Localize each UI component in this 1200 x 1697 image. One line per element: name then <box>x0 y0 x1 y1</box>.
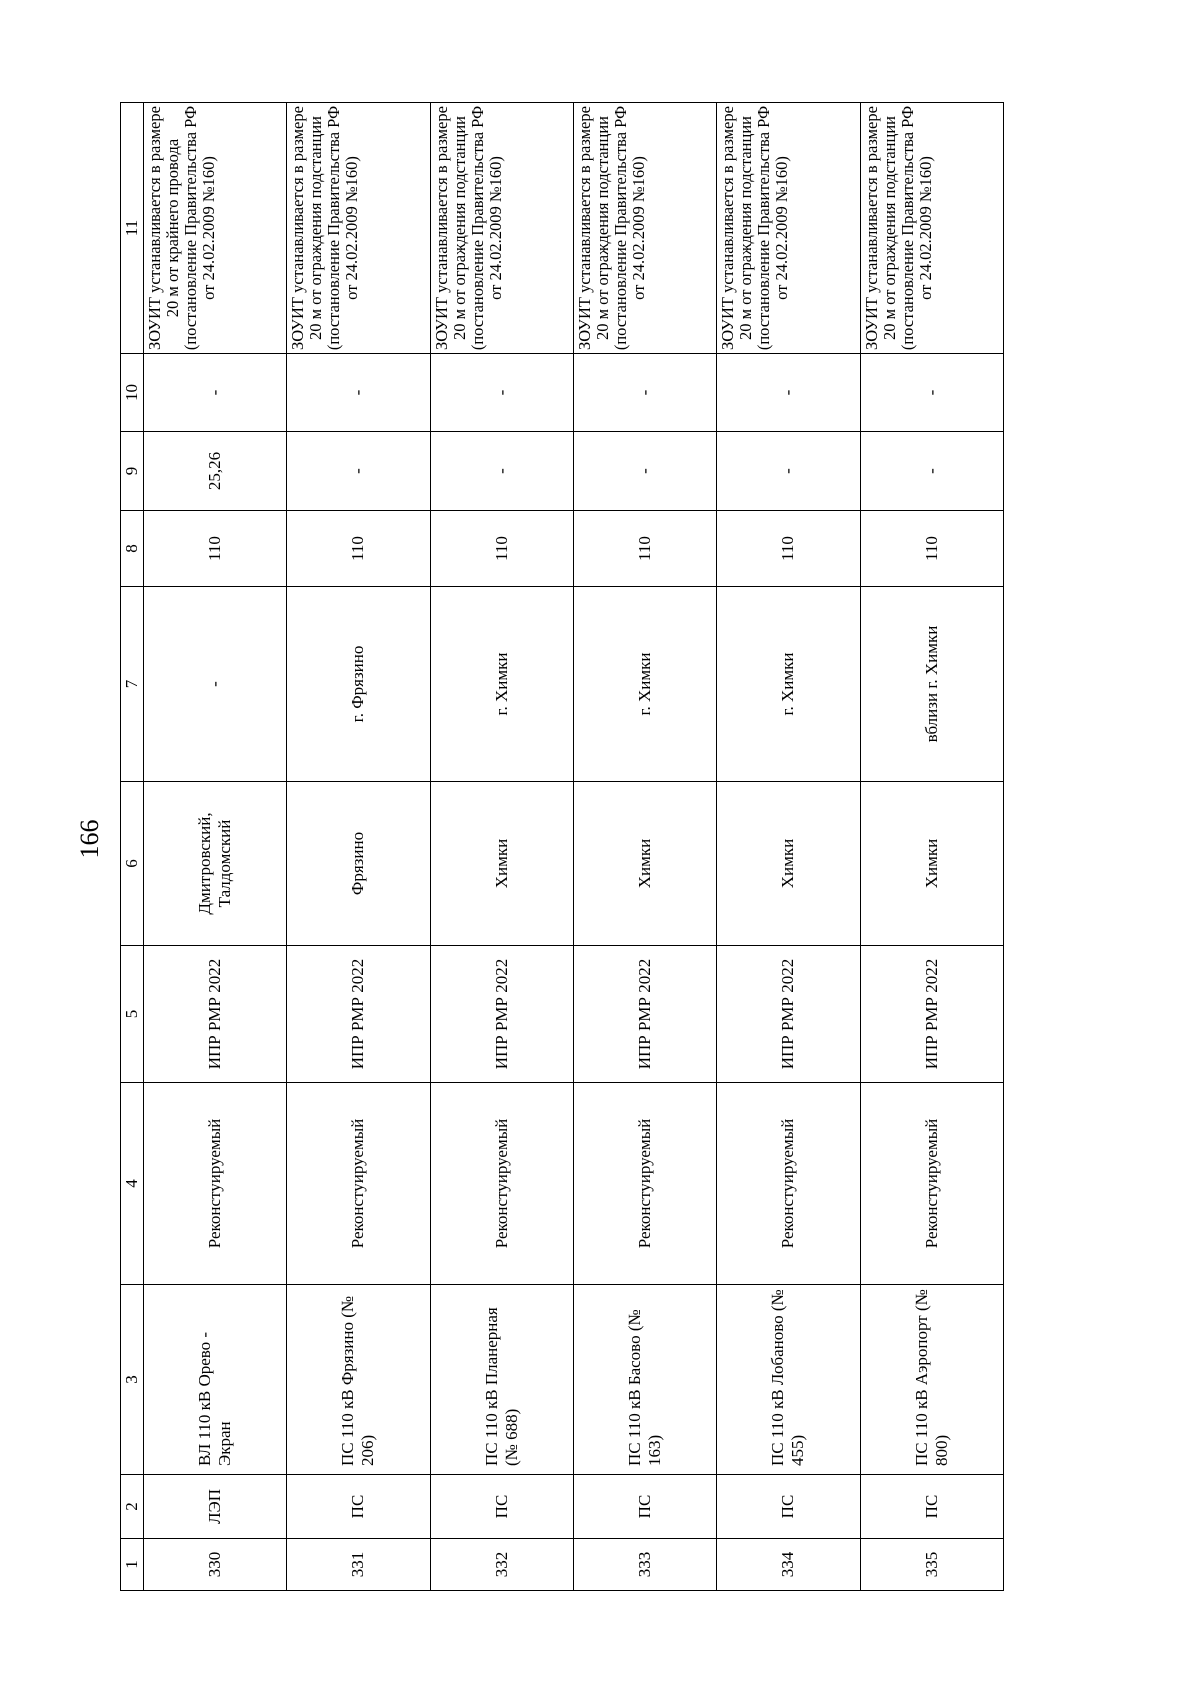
object-name: ПС 110 кВ Фрязино (№ 206) <box>287 1285 430 1475</box>
object-location: г. Химки <box>573 587 716 782</box>
row-number: 331 <box>287 1539 430 1591</box>
object-voltage: 110 <box>287 511 430 587</box>
object-note: ЗОУИТ устанавливается в размере 20 м от ограждения подстанции (постановление Правительства РФ от 24.02.2009 №160) <box>287 103 430 354</box>
col-header-3: 3 <box>121 1285 144 1475</box>
col-header-9: 9 <box>121 432 144 511</box>
object-location: вблизи г. Химки <box>860 587 1003 782</box>
table-row <box>573 103 716 1591</box>
object-col10: - <box>573 354 716 432</box>
col-header-7: 7 <box>121 587 144 782</box>
col-header-5: 5 <box>121 946 144 1083</box>
object-district: Химки <box>573 782 716 946</box>
object-type: ПС <box>287 1475 430 1539</box>
col-header-4: 4 <box>121 1083 144 1285</box>
object-voltage: 110 <box>573 511 716 587</box>
object-col10: - <box>287 354 430 432</box>
object-note: ЗОУИТ устанавливается в размере 20 м от ограждения подстанции (постановление Правительства РФ от 24.02.2009 №160) <box>430 103 573 354</box>
table-row <box>717 103 860 1591</box>
object-note: ЗОУИТ устанавливается в размере 20 м от ограждения подстанции (постановление Правительства РФ от 24.02.2009 №160) <box>860 103 1003 354</box>
row-number: 332 <box>430 1539 573 1591</box>
object-voltage: 110 <box>717 511 860 587</box>
object-voltage: 110 <box>860 511 1003 587</box>
object-note: ЗОУИТ устанавливается в размере 20 м от ограждения подстанции (постановление Правительства РФ от 24.02.2009 №160) <box>573 103 716 354</box>
object-col10: - <box>860 354 1003 432</box>
object-note: ЗОУИТ устанавливается в размере 20 м от крайнего провода (постановление Правительства РФ от 24.02.2009 №160) <box>144 103 287 354</box>
object-program: ИПР РМР 2022 <box>287 946 430 1083</box>
object-length: - <box>430 432 573 511</box>
object-type: ПС <box>430 1475 573 1539</box>
table-row <box>287 103 430 1591</box>
row-number: 335 <box>860 1539 1003 1591</box>
table-row <box>430 103 573 1591</box>
object-district: Химки <box>717 782 860 946</box>
object-voltage: 110 <box>430 511 573 587</box>
object-name: ПС 110 кВ Басово (№ 163) <box>573 1285 716 1475</box>
object-name: ВЛ 110 кВ Орево - Экран <box>144 1285 287 1475</box>
object-name: ПС 110 кВ Планерная (№ 688) <box>430 1285 573 1475</box>
page-number: 166 <box>75 819 104 859</box>
object-location: г. Химки <box>430 587 573 782</box>
object-status: Реконстуируемый <box>717 1083 860 1285</box>
row-number: 330 <box>144 1539 287 1591</box>
object-type: ПС <box>573 1475 716 1539</box>
object-note: ЗОУИТ устанавливается в размере 20 м от ограждения подстанции (постановление Правительства РФ от 24.02.2009 №160) <box>717 103 860 354</box>
object-district: Дмитровский, Талдомский <box>144 782 287 946</box>
object-type: ПС <box>717 1475 860 1539</box>
object-location: г. Химки <box>717 587 860 782</box>
object-col10: - <box>430 354 573 432</box>
object-district: Фрязино <box>287 782 430 946</box>
object-col10: - <box>144 354 287 432</box>
object-program: ИПР РМР 2022 <box>430 946 573 1083</box>
rotated-table-container <box>120 103 1004 1591</box>
object-type: ЛЭП <box>144 1475 287 1539</box>
table-row <box>144 103 287 1591</box>
object-length: 25,26 <box>144 432 287 511</box>
object-length: - <box>860 432 1003 511</box>
object-length: - <box>573 432 716 511</box>
col-header-8: 8 <box>121 511 144 587</box>
object-length: - <box>717 432 860 511</box>
row-number: 334 <box>717 1539 860 1591</box>
object-status: Реконстуируемый <box>430 1083 573 1285</box>
object-type: ПС <box>860 1475 1003 1539</box>
object-program: ИПР РМР 2022 <box>717 946 860 1083</box>
object-district: Химки <box>860 782 1003 946</box>
object-district: Химки <box>430 782 573 946</box>
object-status: Реконстуируемый <box>860 1083 1003 1285</box>
col-header-1: 1 <box>121 1539 144 1591</box>
table-row <box>860 103 1003 1591</box>
object-location: - <box>144 587 287 782</box>
col-header-11: 11 <box>121 103 144 354</box>
col-header-10: 10 <box>121 354 144 432</box>
object-program: ИПР РМР 2022 <box>144 946 287 1083</box>
object-name: ПС 110 кВ Аэропорт (№ 800) <box>860 1285 1003 1475</box>
col-header-2: 2 <box>121 1475 144 1539</box>
object-status: Реконстуируемый <box>573 1083 716 1285</box>
object-status: Реконстуируемый <box>287 1083 430 1285</box>
object-name: ПС 110 кВ Лобаново (№ 455) <box>717 1285 860 1475</box>
objects-table <box>120 102 1004 1591</box>
object-length: - <box>287 432 430 511</box>
object-status: Реконстуируемый <box>144 1083 287 1285</box>
object-location: г. Фрязино <box>287 587 430 782</box>
object-program: ИПР РМР 2022 <box>573 946 716 1083</box>
column-number-row <box>121 103 144 1591</box>
col-header-6: 6 <box>121 782 144 946</box>
object-program: ИПР РМР 2022 <box>860 946 1003 1083</box>
row-number: 333 <box>573 1539 716 1591</box>
object-col10: - <box>717 354 860 432</box>
object-voltage: 110 <box>144 511 287 587</box>
